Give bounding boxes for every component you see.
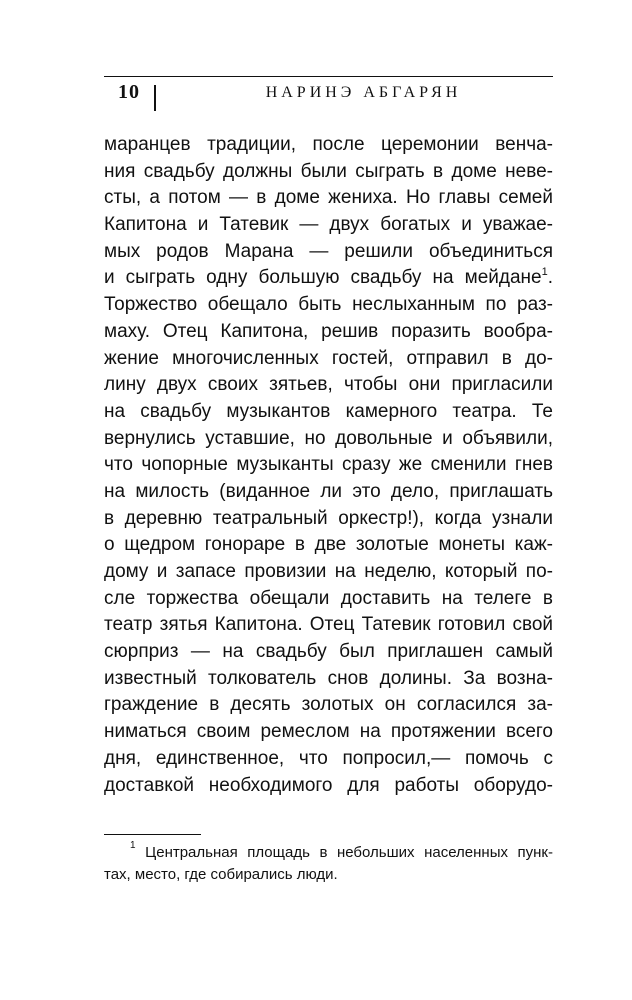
text-line: на милость (виданное ли это дело, приглашать — [104, 480, 553, 502]
text-line: маху. Отец Капитона, решив поразить вообра- — [104, 320, 553, 342]
text-line: дому и запасе провизии на неделю, который по- — [104, 561, 553, 582]
text-line: что чопорные музыканты сразу же сменили гнев — [104, 454, 553, 476]
footnote-marker: 1 — [541, 266, 548, 279]
text-line: на свадьбу музыкантов камерного театра. Те — [104, 400, 553, 422]
text-line: сюрприз — на свадьбу был приглашен самый — [104, 641, 553, 663]
text-line: Капитона и Татевик — двух богатых и уважае- — [104, 214, 553, 236]
text-line: мых родов Марана — решили объединиться — [104, 240, 553, 262]
text-line: о щедром гонораре в две золотые монеты каж- — [104, 534, 553, 556]
text-line: в деревню театральный оркестр!), когда узнали — [104, 507, 553, 529]
book-author: НАРИНЭ АБГАРЯН — [265, 84, 462, 101]
text-line: доставкой необходимого для работы оборудо- — [104, 774, 553, 796]
text-line: театр зятья Капитона. Отец Татевик готовил свой — [104, 614, 553, 636]
text-line: сле торжества обещали доставить на телеге в — [104, 587, 553, 609]
text-line: ния свадьбу должны были сыграть в доме неве- — [104, 160, 553, 182]
text-line: граждение в десять золотых он согласился за- — [104, 694, 553, 716]
text-line: известный толкователь снов долины. За возна- — [104, 667, 553, 689]
text-line: жение многочисленных гостей, отправил в до- — [104, 347, 553, 369]
footnote-line: тах, место, где собирались люди. — [104, 866, 338, 883]
text-line: лину двух своих зятьев, чтобы они пригласили — [104, 374, 553, 396]
body-text — [104, 132, 553, 799]
text-line: вернулись уставшие, но довольные и объявили, — [104, 427, 553, 449]
footnote — [104, 842, 553, 886]
text-line-content: и сыграть одну большую свадьбу на мейдане — [104, 267, 542, 289]
text-line: маранцев традиции, после церемонии венча- — [104, 134, 553, 155]
footnote-text: Центральная площадь в небольших населенных пунк- — [145, 844, 553, 861]
header-divider — [154, 85, 156, 111]
footnote-line — [104, 842, 553, 864]
text-line: ниматься своим ремеслом на протяжении всего — [104, 721, 553, 743]
text-line-with-footnote: и сыграть одну большую свадьбу на мейдане$^1$. — [104, 266, 553, 289]
page-number: 10 — [118, 81, 140, 103]
running-head — [104, 76, 553, 113]
text-line: Торжество обещало быть неслыханным по раз- — [104, 294, 553, 316]
text-line: дня, единственное, что попросил,— помочь с — [104, 747, 553, 769]
footnote-number: 1 — [130, 840, 136, 851]
footnote-rule — [104, 834, 201, 835]
text-line: сты, а потом — в доме жениха. Но главы семей — [104, 187, 553, 209]
